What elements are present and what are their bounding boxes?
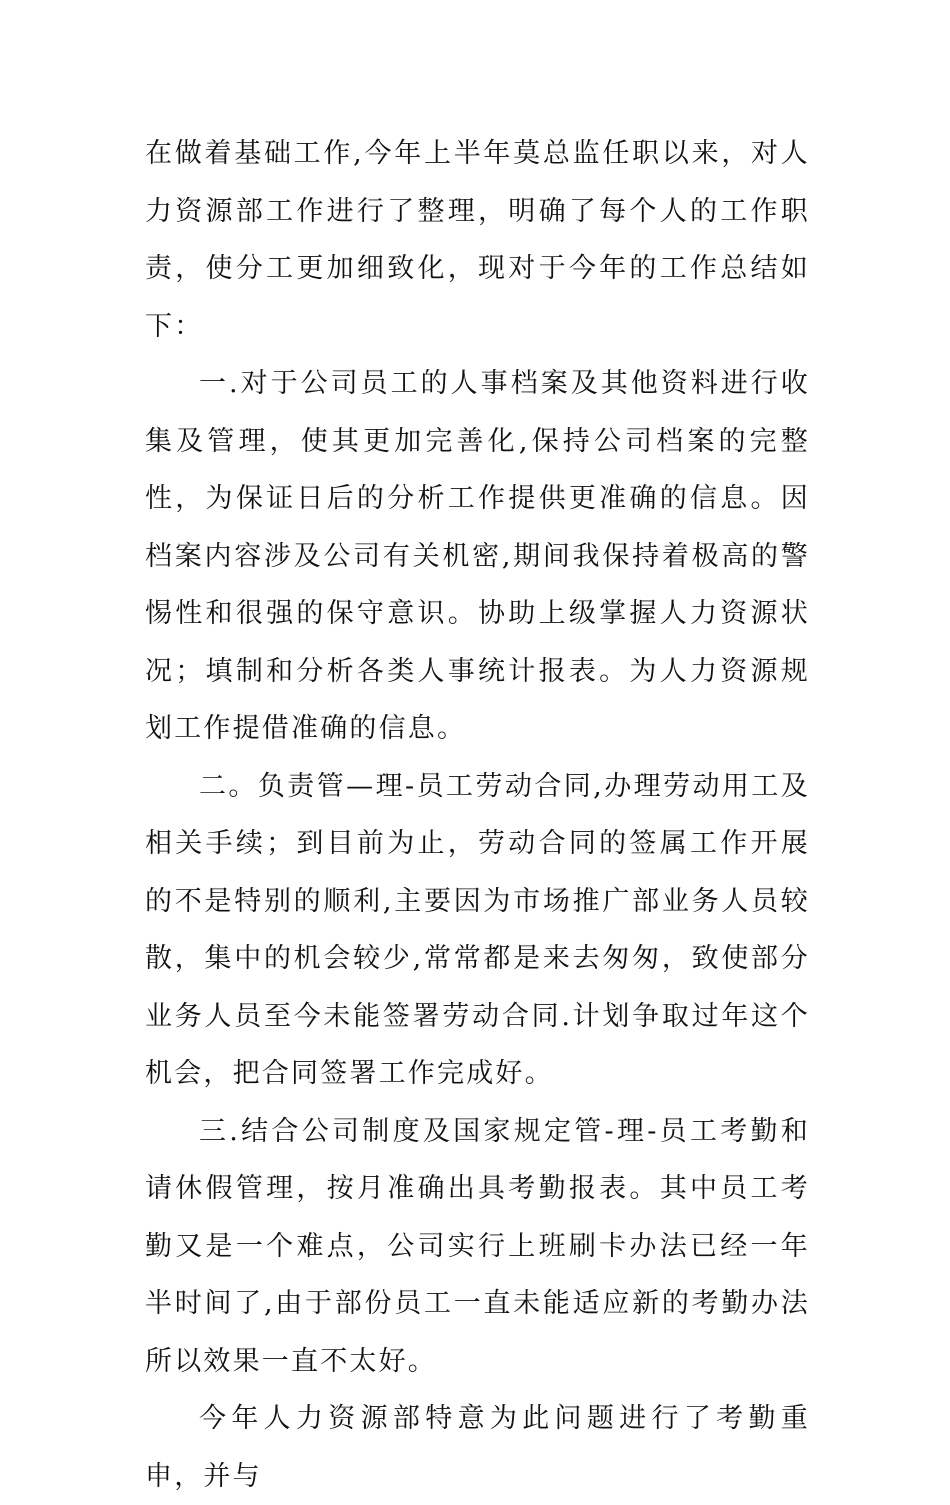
paragraph-intro: 在做着基础工作,今年上半年莫总监任职以来，对人力资源部工作进行了整理，明确了每个人的工作职责，使分工更加细致化，现对于今年的工作总结如下： bbox=[145, 138, 810, 342]
paragraph-item-2: 二。负责管—理-员工劳动合同,办理劳动用工及相关手续；到目前为止，劳动合同的签属工作开展的不是特别的顺利,主要因为市场推广部业务人员较散，集中的机会较少,常常都是来去匆匆，致使部分业务人员至今未能签署劳动合同.计划争取过年这个机会，把合同签署工作完成好。 bbox=[145, 770, 810, 1089]
paragraph-continuation: 今年人力资源部特意为此问题进行了考勤重申，并与 bbox=[145, 1403, 810, 1492]
paragraph-item-1: 一.对于公司员工的人事档案及其他资料进行收集及管理，使其更加完善化,保持公司档案的完整性，为保证日后的分析工作提供更准确的信息。因档案内容涉及公司有关机密,期间我保持着极高的警惕性和很强的保守意识。协助上级掌握人力资源状况；填制和分析各类人事统计报表。为人力资源规划工作提借准确的信息。 bbox=[145, 368, 810, 744]
paragraph-item-3: 三.结合公司制度及国家规定管-理-员工考勤和请休假管理，按月准确出具考勤报表。其中员工考勤又是一个难点，公司实行上班刷卡办法已经一年半时间了,由于部份员工一直未能适应新的考勤办法所以效果一直不太好。 bbox=[145, 1115, 810, 1377]
document-body bbox=[145, 125, 810, 1505]
